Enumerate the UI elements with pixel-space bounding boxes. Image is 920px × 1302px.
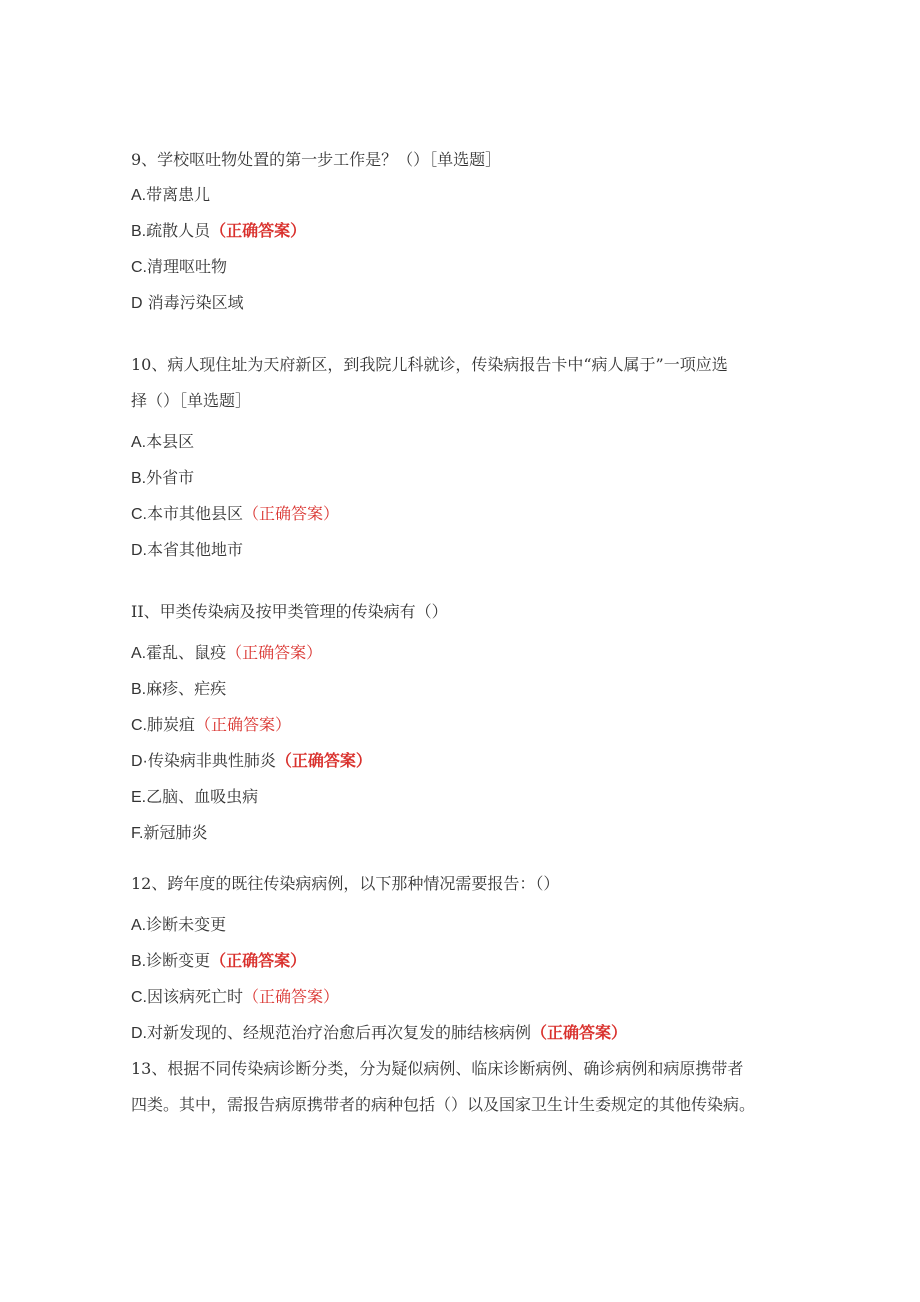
question-9-stem: 9、学校呕吐物处置的第一步工作是？（）［单选题］ [131, 150, 502, 169]
question-9-option-d: D 消毒污染区域 [131, 293, 244, 312]
question-11-option-a: A.霍乱、鼠疫（正确答案） [131, 643, 323, 662]
correct-answer-tag: （正确答案） [210, 951, 307, 970]
correct-answer-tag: （正确答案） [531, 1023, 628, 1042]
question-10-option-c: C.本市其他县区（正确答案） [131, 504, 340, 523]
correct-answer-tag: （正确答案） [275, 751, 372, 770]
question-12-option-c: C.因该病死亡时（正确答案） [131, 987, 340, 1006]
question-11-option-b: B.麻疹、疟疾 [131, 679, 227, 698]
question-12-stem: 12、跨年度的既往传染病病例，以下那种情况需要报告：（） [131, 874, 560, 893]
question-12-option-a: A.诊断未变更 [131, 915, 227, 934]
question-10-stem-line2: 择（）［单选题］ [131, 391, 252, 410]
correct-answer-tag: （正确答案） [226, 643, 323, 662]
correct-answer-tag: （正确答案） [243, 987, 340, 1006]
question-13-stem-line2: 四类。其中，需报告病原携带者的病种包括（）以及国家卫生计生委规定的其他传染病。 [131, 1095, 756, 1114]
correct-answer-tag: （正确答案） [210, 221, 307, 240]
question-11-stem: II、甲类传染病及按甲类管理的传染病有（） [131, 602, 448, 621]
question-11-option-f: F.新冠肺炎 [131, 823, 208, 842]
question-13-stem-line1: 13、根据不同传染病诊断分类，分为疑似病例、临床诊断病例、确诊病例和病原携带者 [131, 1059, 744, 1078]
question-12-option-d: D.对新发现的、经规范治疗治愈后再次复发的肺结核病例（正确答案） [131, 1023, 628, 1042]
question-10-option-a: A.本县区 [131, 432, 195, 451]
question-11-option-d: D·传染病非典性肺炎（正确答案） [131, 751, 372, 770]
question-10-stem-line1: 10、病人现住址为天府新区，到我院儿科就诊，传染病报告卡中“病人属于”一项应选 [131, 355, 728, 374]
question-10-option-d: D.本省其他地市 [131, 540, 244, 559]
correct-answer-tag: （正确答案） [195, 715, 292, 734]
question-11-option-c: C.肺炭疽（正确答案） [131, 715, 292, 734]
question-12-option-b: B.诊断变更（正确答案） [131, 951, 307, 970]
question-9-option-b: B.疏散人员（正确答案） [131, 221, 307, 240]
question-10-option-b: B.外省市 [131, 468, 195, 487]
question-11-option-e: E.乙脑、血吸虫病 [131, 787, 259, 806]
correct-answer-tag: （正确答案） [243, 504, 340, 523]
question-9-option-c: C.清理呕吐物 [131, 257, 228, 276]
question-9-option-a: A.带离患儿 [131, 185, 211, 204]
